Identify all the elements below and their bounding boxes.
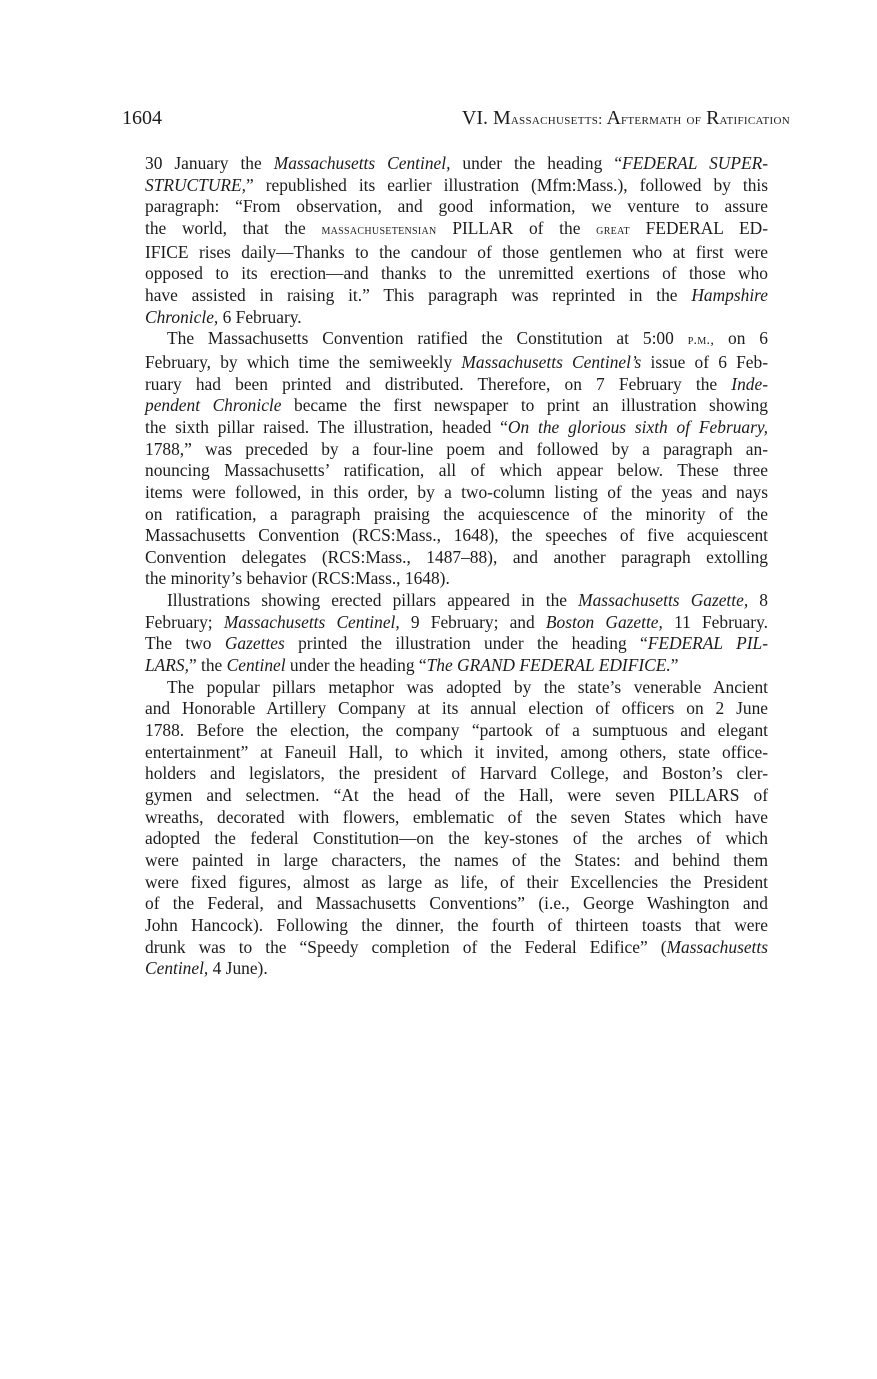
- italic-text: Massachusetts Centinel,: [273, 153, 451, 173]
- page-header: [122, 104, 790, 132]
- text-line: have assisted in raising it.” This paragraph was reprinted in the Hampshire: [145, 284, 768, 305]
- text-line: IFICE rises daily—Thanks to the candour of those gentlemen who at first were: [145, 241, 768, 262]
- small-caps-text: p.m.,: [687, 333, 715, 349]
- italic-text: Massachusetts Centinel,: [223, 611, 400, 632]
- text-line: nouncing Massachusetts’ ratification, all of which appear below. These three: [145, 460, 768, 481]
- paragraph: [145, 328, 768, 590]
- text-line: STRUCTURE,” republished its earlier illustration (Mfm:Mass.), followed by this: [145, 174, 768, 195]
- text-line: the world, that the massachusetensian PILLAR of the great FEDERAL ED-: [145, 217, 768, 238]
- italic-text: FEDERAL PIL-: [647, 633, 768, 654]
- italic-text: STRUCTURE,: [145, 174, 246, 195]
- running-head-part: of: [686, 112, 702, 128]
- text-line: February; Massachusetts Centinel, 9 February; and Boston Gazette, 11 February.: [145, 611, 768, 632]
- text-line: February, by which time the semiweekly Massachusetts Centinel’s issue of 6 Feb-: [145, 351, 768, 372]
- text-line: the minority’s behavior (RCS:Mass., 1648).: [145, 568, 450, 589]
- text-line: Illustrations showing erected pillars appeared in the Massachusetts Gazette, 8: [167, 590, 768, 611]
- running-head-part: atification: [719, 112, 790, 128]
- text-line: The Massachusetts Convention ratified the Constitution at 5:00 p.m., on 6: [167, 328, 768, 349]
- text-line: Chronicle, 6 February.: [145, 306, 302, 327]
- text-line: holders and legislators, the president of Harvard College, and Boston’s cler-: [145, 763, 768, 784]
- text-line: paragraph: “From observation, and good information, we venture to assure: [145, 196, 768, 217]
- italic-text: Massachusetts Gazette,: [578, 590, 749, 611]
- italic-text: The GRAND FEDERAL EDIFICE.: [426, 655, 671, 676]
- italic-text: Chronicle,: [145, 306, 219, 327]
- text-line: wreaths, decorated with flowers, emblematic of the seven States which have: [145, 806, 768, 827]
- text-line: The two Gazettes printed the illustration under the heading “FEDERAL PIL-: [145, 633, 768, 654]
- text-line: the sixth pillar raised. The illustration, headed “On the glorious sixth of February,: [145, 416, 768, 437]
- text-line: on ratification, a paragraph praising the acquiescence of the minority of the: [145, 503, 768, 524]
- italic-text: On the glorious sixth of February,: [507, 416, 768, 437]
- text-line: 30 January the Massachusetts Centinel, under the heading “FEDERAL SUPER-: [145, 153, 768, 173]
- page-number: 1604: [122, 107, 162, 129]
- italic-text: LARS,: [145, 655, 189, 676]
- italic-text: FEDERAL SUPER-: [622, 153, 768, 173]
- running-head-part: A: [606, 107, 621, 129]
- text-line: John Hancock). Following the dinner, the fourth of thirteen toasts that were: [145, 914, 768, 935]
- italic-text: Inde-: [731, 373, 768, 394]
- italic-text: pendent Chronicle: [145, 395, 282, 416]
- text-line: entertainment” at Faneuil Hall, to which it invited, among others, state office-: [145, 741, 768, 762]
- running-head-part: assachusetts:: [510, 112, 603, 128]
- text-line: items were followed, in this order, by a two-column listing of the yeas and nays: [145, 481, 768, 502]
- italic-text: Gazettes: [224, 633, 285, 654]
- italic-text: Centinel: [226, 655, 286, 676]
- text-line: 1788,” was preceded by a four-line poem and followed by a paragraph an-: [145, 438, 768, 459]
- paragraph: [145, 590, 768, 677]
- running-head-part: R: [706, 107, 720, 129]
- paragraph: [145, 677, 768, 980]
- italic-text: Centinel,: [145, 958, 209, 979]
- text-line: Massachusetts Convention (RCS:Mass., 1648), the speeches of five acquiescent: [145, 525, 768, 546]
- paragraph: [145, 153, 768, 328]
- small-caps-text: great: [596, 222, 630, 238]
- text-line: gymen and selectmen. “At the head of the Hall, were seven PILLARS of: [145, 785, 768, 806]
- text-line: were painted in large characters, the names of the States: and behind them: [145, 850, 768, 870]
- text-line: Centinel, 4 June).: [145, 958, 268, 979]
- text-line: opposed to its erection—and thanks to the unremitted exertions of those who: [145, 263, 768, 284]
- running-head-part: VI.: [461, 107, 489, 129]
- text-line: ruary had been printed and distributed. Therefore, on 7 February the Inde-: [145, 373, 768, 394]
- running-head-part: M: [493, 107, 511, 129]
- small-caps-text: massachusetensian: [321, 222, 437, 238]
- text-line: pendent Chronicle became the first newspaper to print an illustration showing: [145, 395, 768, 416]
- text-line: Convention delegates (RCS:Mass., 1487–88), and another paragraph extolling: [145, 546, 768, 567]
- body-text: [145, 153, 768, 980]
- italic-text: Massachusetts: [666, 936, 768, 957]
- text-line: adopted the federal Constitution—on the key-stones of the arches of which: [145, 828, 768, 849]
- text-line: 1788. Before the election, the company “partook of a sumptuous and elegant: [145, 720, 768, 741]
- text-line: were fixed figures, almost as large as life, of their Excellencies the President: [145, 871, 768, 892]
- italic-text: Boston Gazette,: [545, 611, 663, 632]
- text-line: and Honorable Artillery Company at its annual election of officers on 2 June: [145, 698, 768, 719]
- text-line: of the Federal, and Massachusetts Conventions” (i.e., George Washington and: [145, 893, 768, 914]
- running-head-part: ftermath: [620, 112, 682, 128]
- italic-text: Hampshire: [691, 284, 768, 305]
- text-line: The popular pillars metaphor was adopted by the state’s venerable Ancient: [167, 676, 768, 697]
- running-head: [462, 104, 790, 134]
- text-line: LARS,” the Centinel under the heading “The GRAND FEDERAL EDIFICE.”: [145, 655, 679, 676]
- text-line: drunk was to the “Speedy completion of the Federal Edifice” (Massachusetts: [145, 936, 768, 957]
- italic-text: Massachusetts Centinel’s: [461, 351, 642, 372]
